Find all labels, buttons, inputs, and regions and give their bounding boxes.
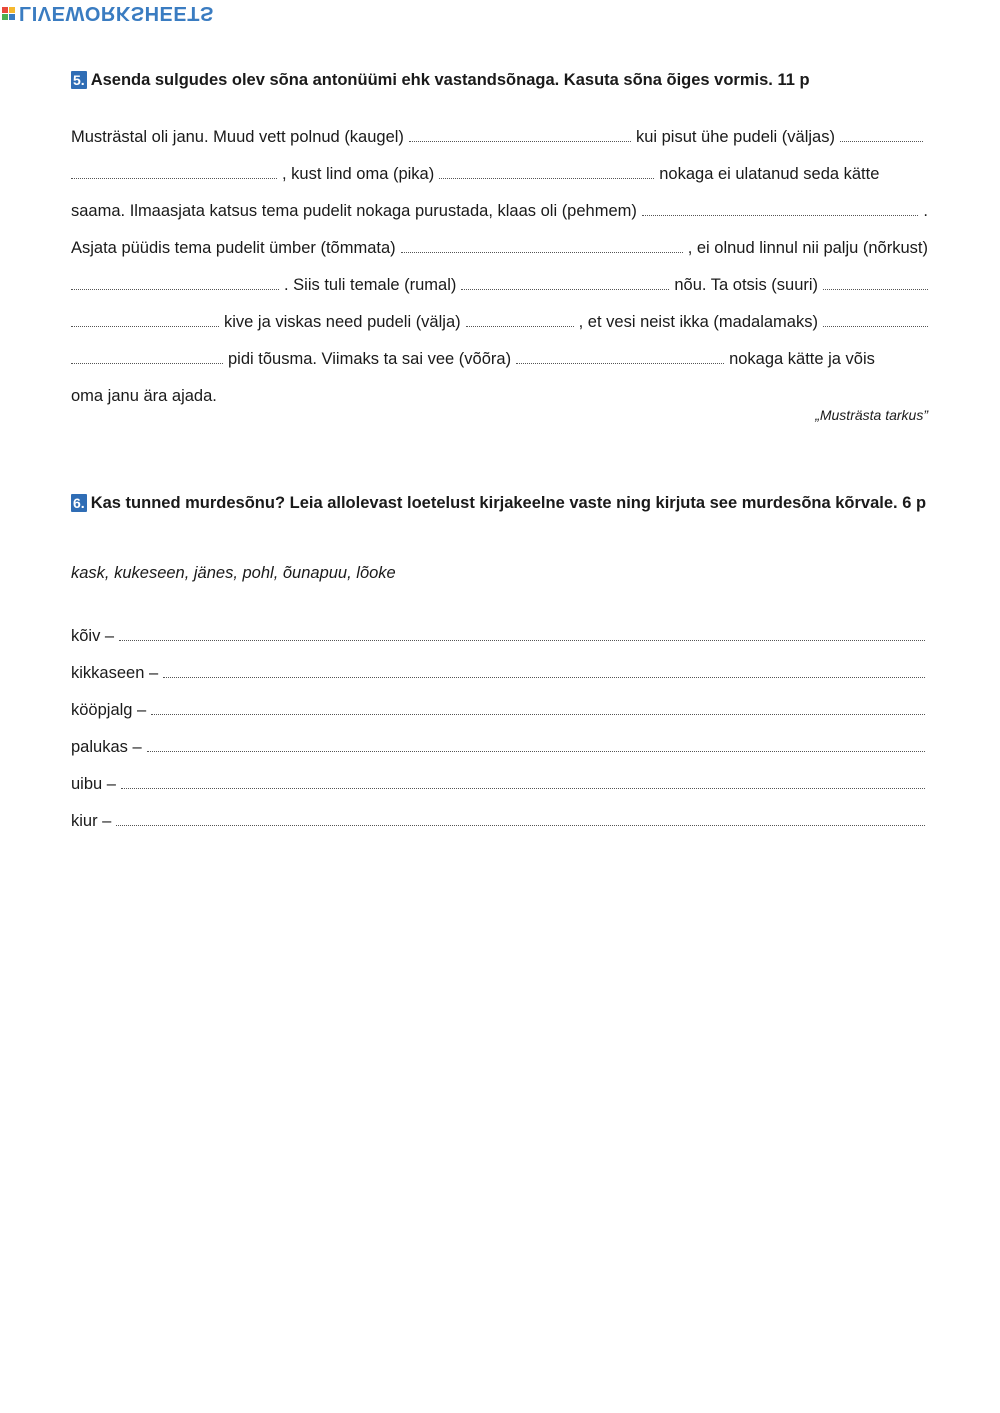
text-segment: .: [923, 202, 928, 220]
word-list: kask, kukeseen, jänes, pohl, õunapuu, lõoke: [71, 564, 396, 582]
answer-blank-4[interactable]: [642, 199, 919, 216]
dialect-answer-blank[interactable]: [116, 809, 925, 826]
dialect-answer-blank[interactable]: [151, 698, 925, 715]
task6-number: 6.: [73, 495, 85, 511]
task6-heading: [71, 491, 928, 515]
text-segment: pidi tõusma. Viimaks ta sai vee (võõra): [228, 350, 512, 368]
dialect-word: uibu –: [71, 775, 116, 793]
text-segment: saama. Ilmaasjata katsus tema pudelit nokaga purustada, klaas oli (pehmem): [71, 202, 637, 220]
dialect-word: palukas –: [71, 738, 142, 756]
logo-text: LIVEWORKSHEETS: [19, 2, 214, 24]
task5-line-8: [71, 384, 928, 408]
task5-line-1: [71, 125, 928, 149]
dialect-item: [71, 809, 928, 833]
task5-line-5: [71, 273, 928, 297]
answer-blank-9[interactable]: [466, 310, 574, 327]
dialect-item: [71, 772, 928, 796]
dialect-answer-blank[interactable]: [119, 624, 925, 641]
text-segment: oma janu ära ajada.: [71, 387, 217, 405]
text-segment: nokaga ei ulatanud seda kätte: [659, 165, 880, 183]
text-segment: , et vesi neist ikka (madalamaks): [578, 313, 818, 331]
task5-title: Asenda sulgudes olev sõna antonüümi ehk vastandsõnaga. Kasuta sõna õiges vormis. 11 p: [90, 71, 810, 89]
task6-title: Kas tunned murdesõnu? Leia allolevast loetelust kirjakeelne vaste ning kirjuta see murdesõna kõrvale. 6 p: [90, 494, 927, 512]
task5-heading: [71, 68, 928, 92]
text-segment: , ei olnud linnul nii palju (nõrkust): [687, 239, 928, 257]
dialect-item: [71, 624, 928, 648]
dialect-answer-blank[interactable]: [163, 661, 925, 678]
task5-line-6: [71, 310, 928, 334]
task5-line-2: [71, 162, 928, 186]
text-segment: kui pisut ühe pudeli (väljas): [635, 128, 835, 146]
text-segment: , kust lind oma (pika): [282, 165, 435, 183]
answer-blank-2-start[interactable]: [840, 125, 923, 142]
liveworksheets-logo: [2, 2, 214, 24]
answer-blank-8[interactable]: [71, 310, 219, 327]
dialect-answer-blank[interactable]: [121, 772, 925, 789]
task5-line-3: [71, 199, 928, 223]
answer-blank-6[interactable]: [71, 273, 279, 290]
answer-blank-7[interactable]: [461, 273, 669, 290]
task5-section: [71, 68, 928, 428]
task5-line-4: [71, 236, 928, 260]
task6-section: [71, 491, 928, 841]
answer-blank-3[interactable]: [439, 162, 654, 179]
dialect-word: kööpjalg –: [71, 701, 147, 719]
source-citation: „Musträsta tarkus”: [815, 407, 928, 423]
answer-blank-5[interactable]: [401, 236, 683, 253]
text-segment: Asjata püüdis tema pudelit ümber (tõmmata): [71, 239, 396, 257]
text-segment: nõu. Ta otsis (suuri): [674, 276, 819, 294]
text-segment: . Siis tuli temale (rumal): [284, 276, 457, 294]
answer-blank-10[interactable]: [71, 347, 223, 364]
answer-blank-2[interactable]: [71, 162, 277, 179]
answer-blank-11[interactable]: [516, 347, 724, 364]
answer-blank-8-start[interactable]: [823, 273, 928, 290]
text-segment: kive ja viskas need pudeli (välja): [224, 313, 461, 331]
answer-blank-1[interactable]: [409, 125, 631, 142]
dialect-item: [71, 698, 928, 722]
dialect-word: kiur –: [71, 812, 112, 830]
answer-blank-10-start[interactable]: [823, 310, 928, 327]
dialect-word: kikkaseen –: [71, 664, 159, 682]
dialect-answer-blank[interactable]: [147, 735, 925, 752]
task5-number: 5.: [73, 72, 85, 88]
logo-mark-icon: [2, 7, 15, 20]
text-segment: Musträstal oli janu. Muud vett polnud (kaugel): [71, 128, 404, 146]
text-segment: nokaga kätte ja võis: [729, 350, 875, 368]
task5-line-7: [71, 347, 928, 371]
dialect-item: [71, 735, 928, 759]
dialect-word: kõiv –: [71, 627, 115, 645]
dialect-item: [71, 661, 928, 685]
